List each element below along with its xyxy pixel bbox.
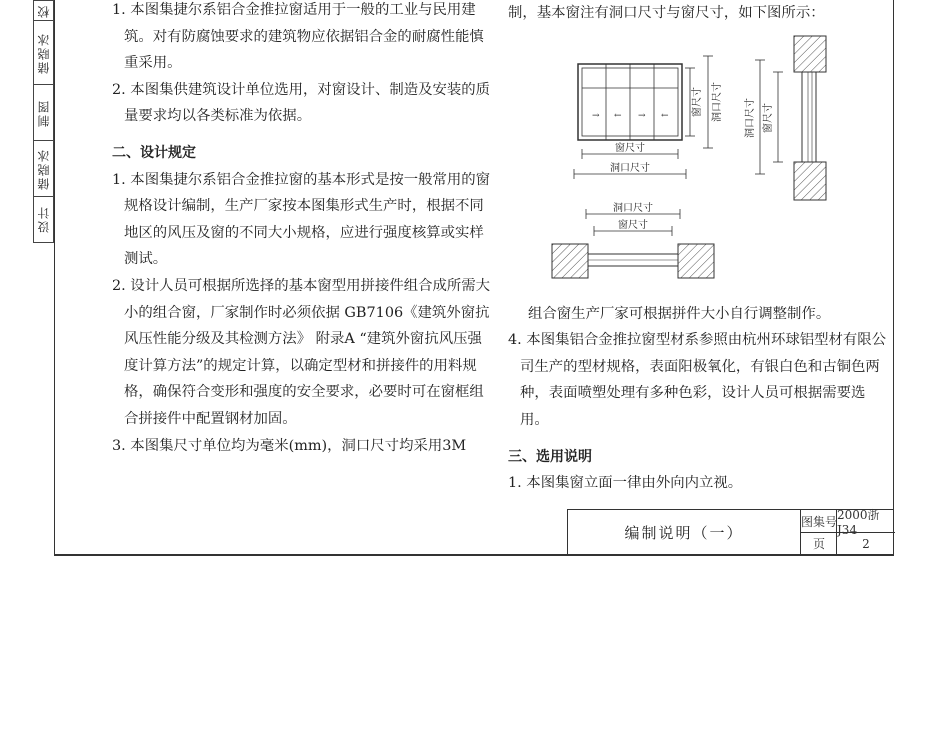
elevation-opening-size-h: 洞口尺寸 — [610, 163, 650, 174]
intro-continued: 制，基本窗注有洞口尺寸与窗尺寸，如下图所示： — [508, 5, 825, 21]
rule-item-3: 3. 本图集尺寸单位均为毫米(mm)，洞口尺寸均采用3M — [112, 437, 467, 454]
svg-text:←: ← — [661, 111, 669, 121]
selection-item-1: 1. 本图集窗立面一律由外向内立视。 — [508, 475, 743, 492]
title-block — [567, 509, 894, 555]
intro-item-1: 1. 本图集捷尔系铝合金推拉窗适用于一般的工业与民用建筑。对有防腐蚀要求的建筑物应依据铝合金的耐腐性能慎重采用。 — [112, 2, 484, 72]
svg-text:→: → — [592, 111, 600, 121]
elevation-window-size-v: 窗尺寸 — [692, 87, 703, 117]
svg-text:←: ← — [614, 111, 622, 121]
frame-left-border — [54, 0, 55, 555]
left-column — [112, 0, 492, 459]
plan-window-size-h: 窗尺寸 — [618, 220, 648, 231]
elevation-vertical-dims — [685, 56, 723, 148]
side-cell-design: 设计 — [34, 196, 53, 242]
window-elevation — [578, 64, 682, 140]
elevation-horizontal-dims — [574, 141, 686, 179]
frame-right-border — [893, 0, 894, 555]
window-dimension-diagram — [540, 28, 870, 288]
section-heading-design-rules: 二、设计规定 — [112, 144, 196, 161]
side-cell-drafter: 储晓冰 — [34, 20, 53, 85]
sheet-title: 编制说明（一） — [624, 524, 744, 542]
rule-item-1: 1. 本图集捷尔系铝合金推拉窗的基本形式是按一般常用的窗规格设计编制，生产厂家按本图集形式生产时，根据不同地区的风压及窗的不同大小规格，应进行强度核算或实样测试。 — [112, 171, 491, 268]
atlas-number-label: 图集号 — [800, 510, 837, 533]
vertical-section — [743, 36, 826, 200]
section-window-size-v: 窗尺寸 — [763, 103, 774, 133]
elevation-opening-size-v: 洞口尺寸 — [712, 82, 723, 122]
rule-item-2: 2. 设计人员可根据所选择的基本窗型用拼接件组合成所需大小的组合窗，厂家制作时必须依据 GB7106《建筑外窗抗风压性能分级及其检测方法》 附录A “建筑外窗抗风压强度计算方法”的规定计算，以确定型材和拼接件的用料规格，确保符合变形和强度的安全要求，必要时可在窗框组合拼接件中配置钢材加固。 — [112, 277, 491, 427]
intro-item-2: 2. 本图集供建筑设计单位选用，对窗设计、制造及安装的质量要求均以各类标准为依据。 — [112, 81, 491, 125]
signature-strip — [33, 0, 54, 243]
assembly-note: 组合窗生产厂家可根据拼件大小自行调整制作。 — [528, 305, 831, 322]
side-cell-designer: 储晓冰 — [34, 140, 53, 197]
profile-item-4: 4. 本图集铝合金推拉窗型材系参照由杭州环球铝型材有限公司生产的型材规格，表面阳极氧化，有银白色和古铜色两种，表面喷塑处理有多种色彩，设计人员可根据需要选用。 — [508, 332, 887, 428]
plan-opening-size-h: 洞口尺寸 — [613, 203, 653, 214]
side-cell-check: 校 — [34, 0, 53, 21]
section-heading-selection: 三、选用说明 — [508, 448, 592, 465]
atlas-number: 2000浙J34 — [836, 510, 895, 533]
page-number: 2 — [836, 532, 895, 555]
side-cell-drawing: 制图 — [34, 84, 53, 141]
section-opening-size-v: 洞口尺寸 — [745, 98, 756, 138]
svg-text:→: → — [638, 111, 646, 121]
plan-section — [552, 201, 714, 278]
page-label: 页 — [800, 532, 837, 555]
elevation-window-size-h: 窗尺寸 — [615, 143, 645, 154]
